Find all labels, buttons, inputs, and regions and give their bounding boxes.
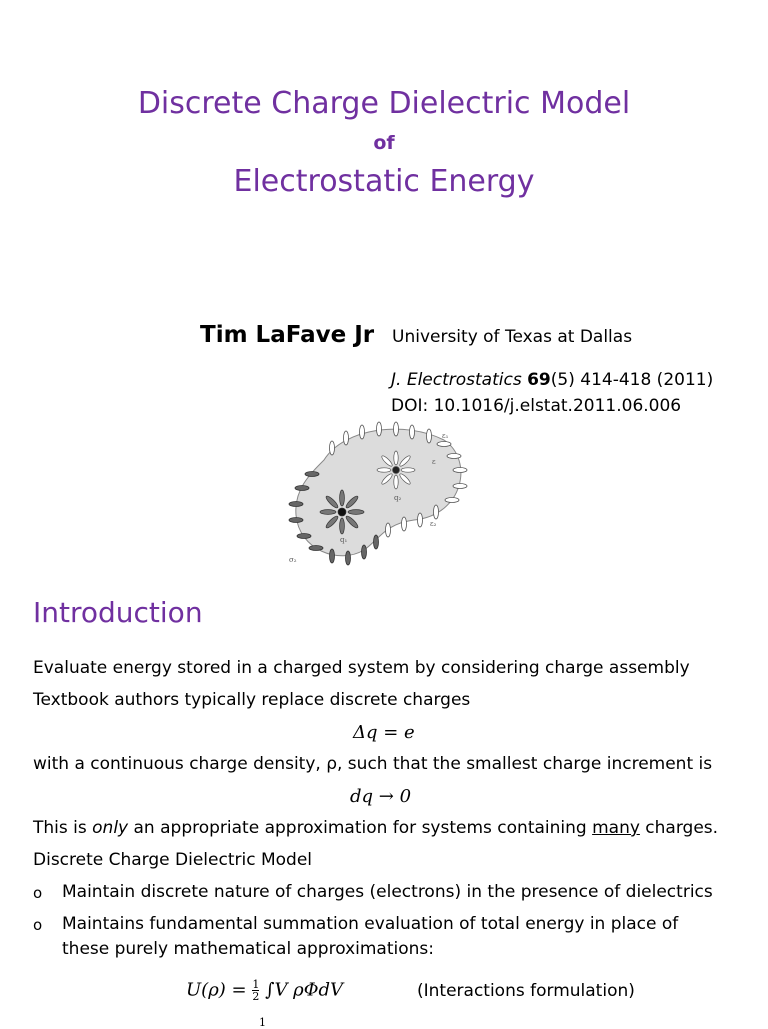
bullet-marker-1: o (33, 884, 43, 902)
formula-integral: ∫V ρΦdV (265, 979, 344, 1001)
author-name: Tim LaFave Jr (200, 322, 375, 348)
dielectric-region (296, 429, 461, 556)
line4-part-a: This is (33, 818, 93, 838)
label-eps2: ε₂ (430, 520, 437, 528)
equation-dq-limit: dq → 0 (350, 786, 412, 807)
bullet-1: Maintain discrete nature of charges (electrons) in the presence of dielectrics (62, 882, 713, 902)
title-connector: of (373, 132, 395, 154)
equation-delta-q: Δq = e (353, 722, 415, 743)
intro-line-1: Evaluate energy stored in a charged system by considering charge assembly (33, 658, 690, 678)
bullet-2-line-2: these purely mathematical approximations: (62, 939, 434, 959)
intro-line-4 (33, 818, 718, 838)
line4-only: only (92, 818, 129, 838)
label-sigma2: σ₂ (289, 556, 297, 564)
author-affiliation: University of Texas at Dallas (392, 327, 633, 347)
label-q2: q₂ (394, 494, 402, 502)
dielectric-figure (284, 420, 474, 570)
bullet-2-line-1: Maintains fundamental summation evaluation of total energy in place of (62, 914, 679, 934)
line4-part-c: charges. (639, 818, 719, 838)
journal-volume: 69 (527, 370, 551, 390)
formula-numerator: 1 (252, 978, 260, 991)
intro-line-2: Textbook authors typically replace discrete charges (33, 690, 471, 710)
title-line-2: Electrostatic Energy (233, 164, 535, 199)
formula-denominator: 2 (252, 990, 260, 1003)
energy-formula (186, 979, 343, 1002)
cutoff-glyph: 1 (259, 1016, 266, 1029)
journal-name: J. Electrostatics (391, 370, 522, 390)
label-eps1: ε₁ (442, 432, 449, 440)
line4-many: many (592, 818, 640, 838)
doi: DOI: 10.1016/j.elstat.2011.06.006 (391, 396, 682, 416)
formula-half (252, 979, 259, 1002)
label-eps: ε (432, 458, 436, 466)
section-heading: Introduction (33, 596, 203, 629)
formula-lhs: U(ρ) = (186, 979, 247, 1001)
line4-part-b: an appropriate approximation for systems containing (128, 818, 593, 838)
journal-citation (391, 370, 713, 390)
charge-q2-cluster (320, 490, 364, 534)
intro-line-5: Discrete Charge Dielectric Model (33, 850, 312, 870)
label-q1: q₁ (340, 536, 348, 544)
journal-issue-pages: (5) 414-418 (2011) (550, 370, 714, 390)
charge-q1-cluster (377, 451, 415, 489)
intro-line-3: with a continuous charge density, ρ, such that the smallest charge increment is (33, 754, 713, 774)
title-line-1: Discrete Charge Dielectric Model (137, 86, 631, 121)
formula-note: (Interactions formulation) (417, 981, 635, 1001)
bullet-marker-2: o (33, 916, 43, 934)
